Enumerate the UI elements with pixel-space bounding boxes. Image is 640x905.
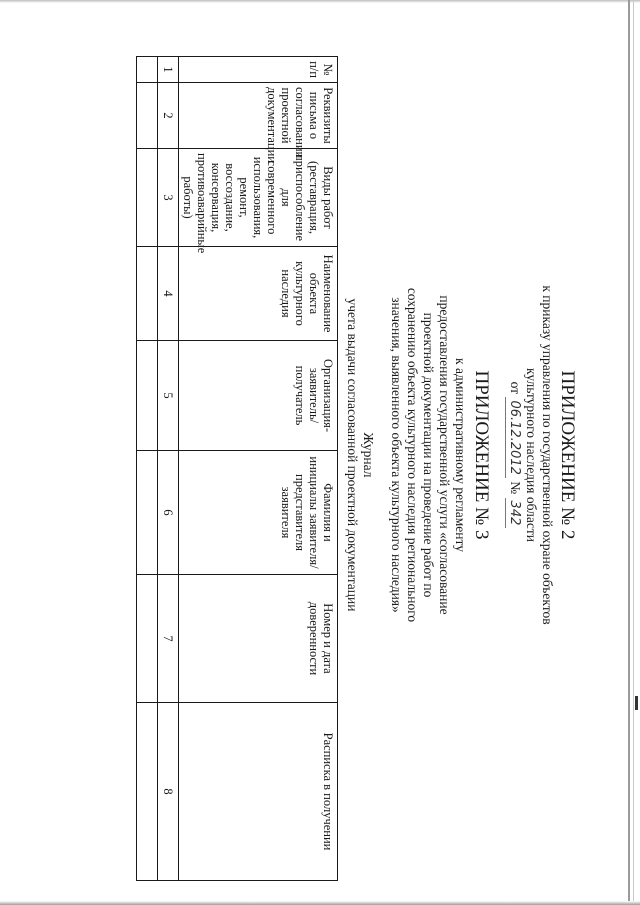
regulation-line-5: значения, выявленного объекта культурного наследия» [389,297,404,613]
column-number: 4 [158,247,179,341]
order-date: 06.12.2012 [505,397,522,477]
column-header: Фамилия и инициалы заявителя/ представителя заявителя [179,451,338,575]
column-header: № п/п [179,57,338,83]
journal-table [136,56,338,881]
column-number: 2 [158,83,179,149]
scan-edge-bottom [0,901,640,905]
scan-mark [635,696,638,710]
column-header: Наименование объекта культурного наследия [179,247,338,341]
table-cell [137,451,158,575]
journal-subtitle: учета выдачи согласованной проектной документации [345,298,360,612]
appendix-2-title: ПРИЛОЖЕНИЕ № 2 [557,370,578,540]
appendix-3-title: ПРИЛОЖЕНИЕ № 3 [471,370,492,540]
table-cell [137,575,158,703]
column-number: 1 [158,57,179,83]
table-cell [137,83,158,149]
regulation-line-3: проектной документации на проведение работ по [421,312,436,598]
table-cell [137,247,158,341]
order-line-2: культурного наследия области [524,368,539,542]
table-cell [137,341,158,451]
table-cell [137,57,158,83]
journal-title: Журнал [361,432,376,478]
column-number: 5 [158,341,179,451]
column-header: Реквизиты письма о согласовании проектной документации [179,83,338,149]
regulation-line-2: предоставления государственной услуги «согласование [437,295,452,615]
column-number: 8 [158,703,179,881]
regulation-line-1: к административному регламенту [453,358,468,552]
scan-edge-right [628,0,630,905]
order-number: 342 [505,498,522,529]
column-number: 6 [158,451,179,575]
table-cell [137,149,158,247]
order-number-prefix: № [508,481,523,495]
scan-edge-right-inner [633,0,634,905]
column-number: 7 [158,575,179,703]
scan-edge-top [0,0,640,3]
table-row [137,57,158,881]
table-cell [137,703,158,881]
order-date-line [505,20,523,890]
column-header: Виды работ (реставрация, приспособление для современного использования, ремонт, воссоздание, консервация, противоаварийные работы) [179,149,338,247]
table-header-row [179,57,338,881]
order-date-prefix: от [508,381,523,395]
column-header: Организация-заявитель/ получатель [179,341,338,451]
column-header: Расписка в получении [179,703,338,881]
column-header: Номер и дата доверенности [179,575,338,703]
column-number-row [158,57,179,881]
regulation-line-4: сохранению объекта культурного наследия регионального [405,287,420,623]
column-number: 3 [158,149,179,247]
document-page [24,20,584,890]
order-line-1: к приказу управления по государственной охране объектов [540,285,555,625]
